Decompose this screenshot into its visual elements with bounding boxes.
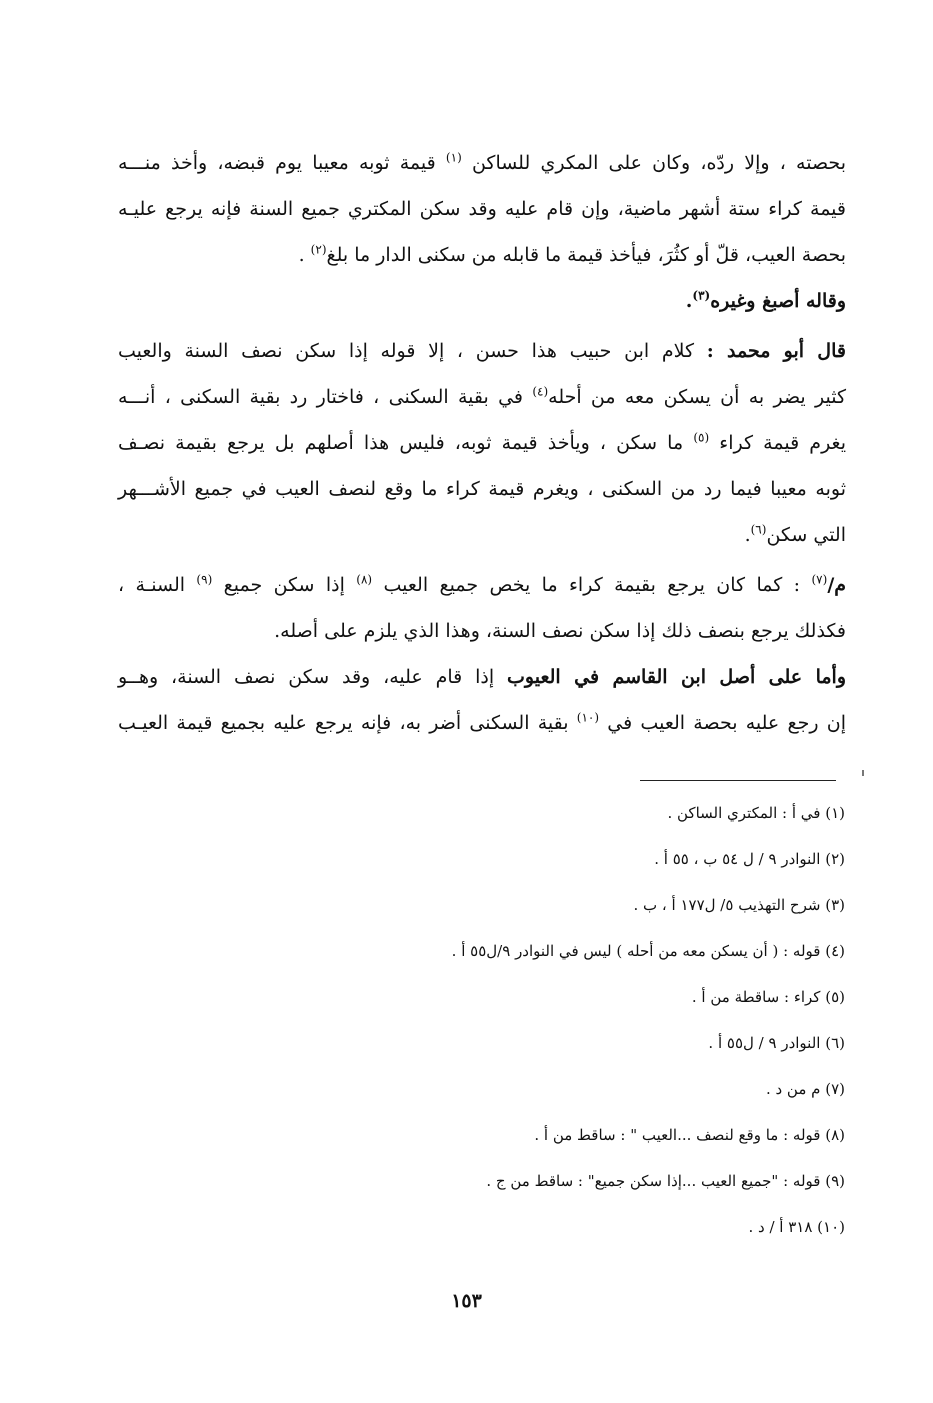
footnote-ref-9[interactable]: (٩) <box>196 572 213 587</box>
text-fragment: بقية السكنى أضر به، فإنه يرجع عليه بجميع قيمة العيـب <box>118 712 569 734</box>
footnote-8: (٨) قوله : ما وقع لنصف ...العيب " : ساقط من أ . <box>534 1126 845 1144</box>
paragraph-ibn-qasim <box>118 654 846 746</box>
footnote-ref-1[interactable]: (١) <box>445 150 462 165</box>
text-line: ثوبه معيبا فيما رد من السكنى ، ويغرم قيمة كراء ما وقع لنصف العيب في جميع الأشـــهر <box>118 478 846 500</box>
footnote-7: (٧) م من د . <box>765 1080 845 1098</box>
text-fragment: وقاله أصبغ وغيره <box>710 290 846 312</box>
text-fragment: كثير يضر به أن يسكن معه من أحله <box>548 386 846 408</box>
text-fragment: قيمة ثوبه معيبا يوم قبضه، وأخذ منـــه <box>118 152 436 174</box>
footnote-ref-5[interactable]: (٥) <box>693 430 710 445</box>
main-text <box>118 140 846 746</box>
footnote-10: (١٠) ٣١٨ أ / د . <box>748 1218 845 1236</box>
footnote-ref-7[interactable]: (٧) <box>811 572 828 587</box>
text-fragment: إن رجع عليه بحصة العيب في <box>607 712 846 734</box>
text-fragment: كلام ابن حبيب هذا حسن ، إلا قوله إذا سكن نصف السنة والعيب <box>118 340 694 362</box>
text-line <box>118 562 846 608</box>
paragraph-mim <box>118 562 846 654</box>
text-line <box>118 420 846 466</box>
speaker-label: وأما على أصل ابن القاسم في العيوب <box>507 666 846 688</box>
text-fragment: إذا قام عليه، وقد سكن نصف السنة، وهــو <box>118 666 495 688</box>
text-line <box>118 328 846 374</box>
text-line <box>118 700 846 746</box>
footnotes-section <box>300 790 845 1250</box>
text-fragment: ما سكن ، ويأخذ قيمة ثوبه، فليس هذا أصلهم بل يرجع بقيمة نصـف <box>118 432 684 454</box>
text-line: بحصة العيب، قلّ أو كثُرَ، فيأخذ قيمة ما قابله من سكنى الدار ما بلغ$^{(٢)}$ . <box>298 242 846 266</box>
text-line: التي سكن$^{(٦)}$. <box>744 522 846 546</box>
speaker-label: قال أبو محمد : <box>706 340 846 362</box>
text-fragment: إذا سكن جميع <box>223 574 345 596</box>
paragraph-abu-muhammad <box>118 328 846 558</box>
text-fragment: السنـة ، <box>118 574 186 596</box>
footnote-2: (٢) النوادر ٩ / ل ٥٤ ب ، ٥٥ أ . <box>654 850 845 868</box>
footnote-3: (٣) شرح التهذيب ٥/ ل١٧٧ أ ، ب . <box>633 896 845 914</box>
text-line <box>118 654 846 700</box>
text-fragment: في بقية السكنى ، فاختار رد بقية السكنى ، أنـــه <box>118 386 524 408</box>
footnote-6: (٦) النوادر ٩ / ل٥٥ أ . <box>708 1034 845 1052</box>
text-fragment: : كما كان يرجع بقيمة كراء ما يخص جميع العيب <box>383 574 801 596</box>
footnote-ref-10[interactable]: (١٠) <box>576 710 600 725</box>
text-line <box>118 140 846 186</box>
footnote-ref-6[interactable]: (٦) <box>750 522 767 537</box>
text-line: قيمة كراء ستة أشهر ماضية، وإن قام عليه وقد سكن المكتري جميع السنة فإنه يرجع عليـه <box>118 198 846 220</box>
footnote-1: (١) في أ : المكتري الساكن . <box>667 804 845 822</box>
text-line: وقاله أصبغ وغيره$^{(٣)}$. <box>685 288 846 312</box>
text-line <box>118 374 846 420</box>
text-fragment: بحصة العيب، قلّ أو كثُرَ، فيأخذ قيمة ما قابله من سكنى الدار ما بلغ <box>326 244 846 266</box>
text-fragment: يغرم قيمة كراء <box>719 432 847 454</box>
footnote-5: (٥) كراء : ساقطة من أ . <box>691 988 845 1006</box>
paragraph-asbagh <box>118 278 846 324</box>
text-line: فكذلك يرجع بنصف ذلك إذا سكن نصف السنة، وهذا الذي يلزم على أصله. <box>274 620 846 642</box>
footnote-4: (٤) قوله : ( أن يسكن معه من أحله ) ليس في النوادر ٩/ل٥٥ أ . <box>451 942 845 960</box>
text-fragment: بحصته ، وإلا ردّه، وكان على المكري للساكن <box>471 152 846 174</box>
page-number: ١٥٣ <box>451 1290 482 1312</box>
paragraph-1 <box>118 140 846 278</box>
footnote-9: (٩) قوله : "جميع العيب ...إذا سكن جميع" : ساقط من ج . <box>486 1172 845 1190</box>
footnote-ref-4[interactable]: (٤) <box>532 384 549 399</box>
footnote-ref-2[interactable]: (٢) <box>310 242 327 257</box>
speaker-label: م/ <box>827 574 847 596</box>
footnote-ref-8[interactable]: (٨) <box>356 572 373 587</box>
footnote-ref-3[interactable]: (٣) <box>692 288 711 303</box>
text-fragment: التي سكن <box>766 524 846 546</box>
footnote-divider <box>640 780 836 781</box>
scan-speck <box>862 770 864 776</box>
